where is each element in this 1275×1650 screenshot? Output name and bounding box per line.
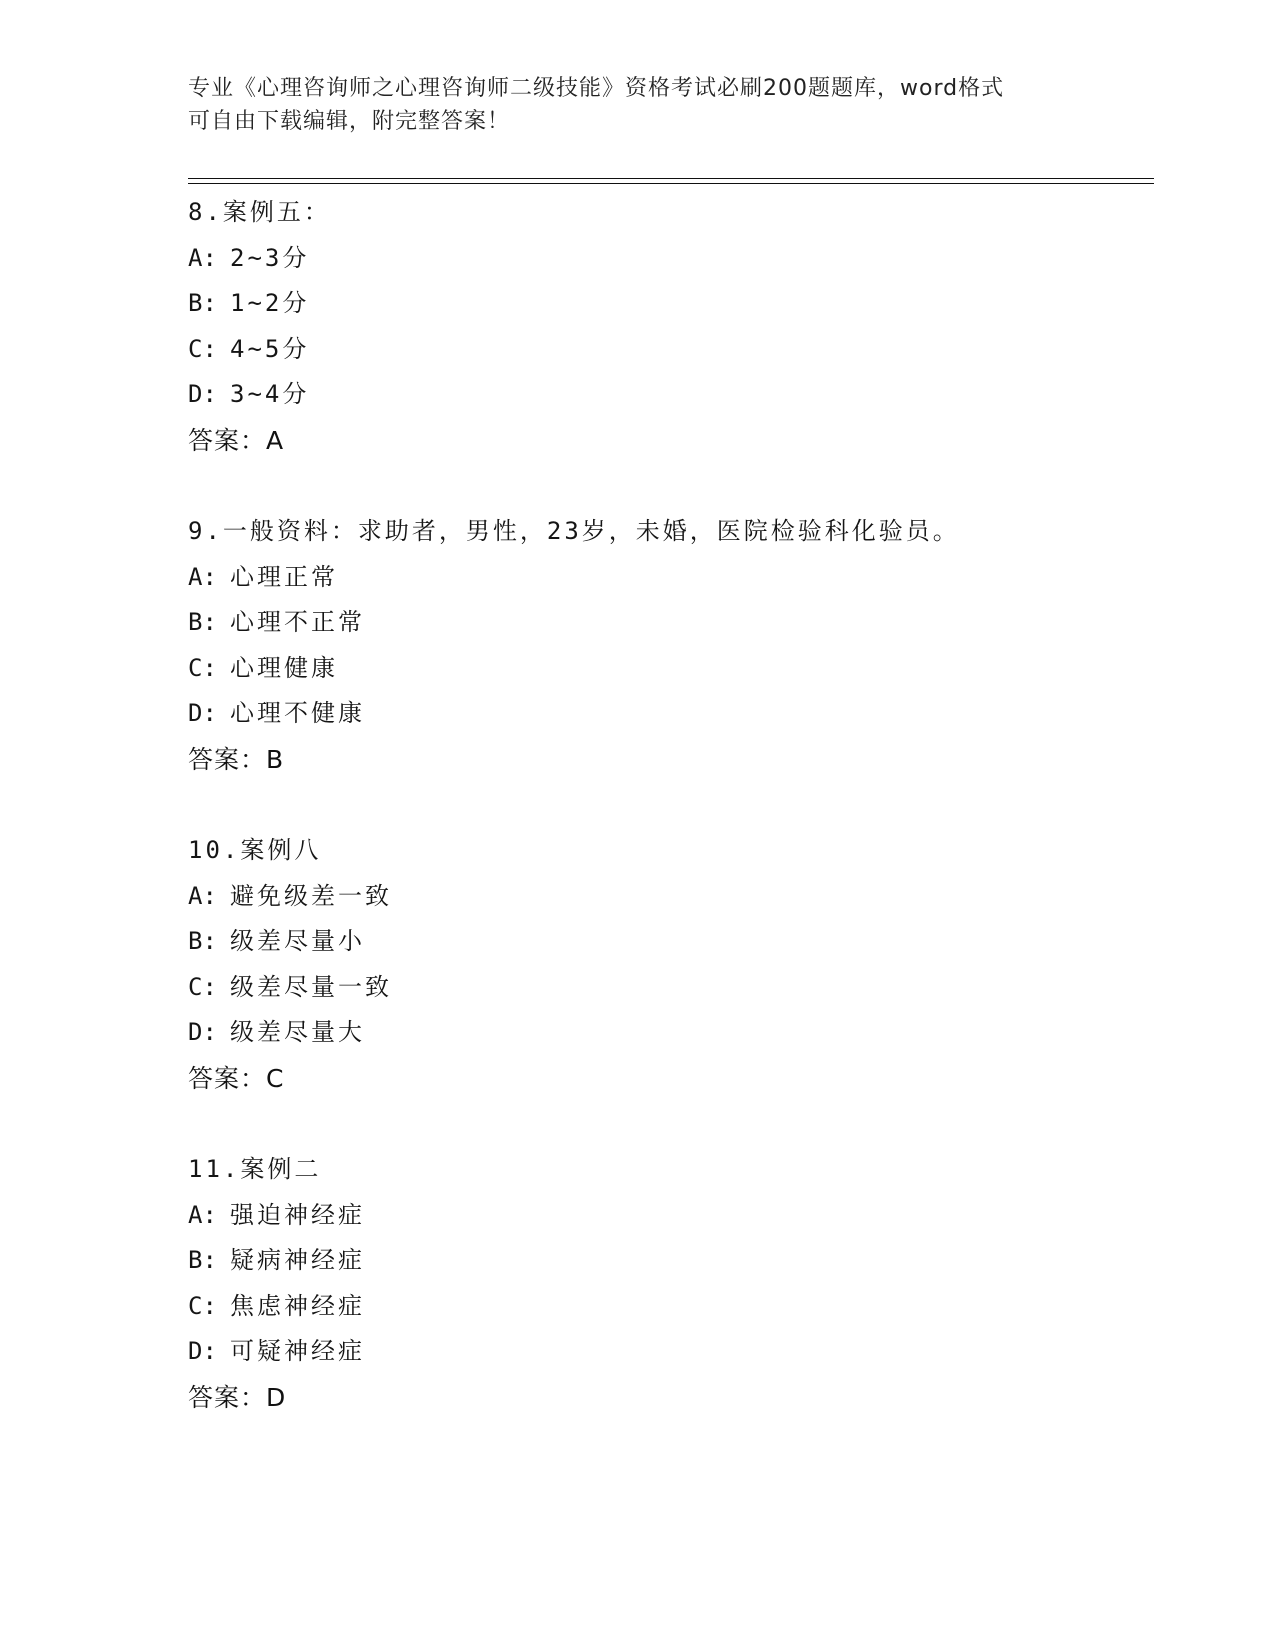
question-title: 9.一般资料：求助者，男性，23岁，未婚，医院检验科化验员。: [188, 517, 960, 545]
question-title: 8.案例五：: [188, 198, 331, 226]
header-line-2: 可自由下载编辑，附完整答案！: [188, 109, 511, 134]
option-text: 心理健康: [230, 653, 338, 682]
option-key: C:: [188, 334, 217, 363]
option-text: 级差尽量一致: [230, 972, 392, 1001]
option-key: A:: [188, 243, 217, 272]
option-text: 级差尽量小: [230, 927, 365, 955]
option-a: [188, 555, 1154, 601]
option-key: A:: [188, 1200, 217, 1229]
option-c: [188, 1284, 1154, 1330]
question-title: 10.案例八: [188, 836, 322, 864]
option-text: 4~5分: [230, 334, 310, 363]
option-text: 焦虑神经症: [230, 1291, 365, 1320]
option-text: 3~4分: [230, 380, 310, 408]
question-8: [188, 190, 1154, 463]
option-text: 可疑神经症: [230, 1337, 365, 1365]
option-c: [188, 965, 1154, 1011]
option-key: C:: [188, 972, 217, 1001]
question-10: [188, 828, 1154, 1101]
option-d: [188, 1329, 1154, 1375]
option-key: D:: [188, 699, 217, 727]
option-b: [188, 600, 1154, 646]
answer-line: 答案：B: [188, 744, 285, 774]
option-key: B:: [188, 927, 217, 955]
option-key: A:: [188, 562, 217, 591]
option-text: 避免级差一致: [230, 881, 392, 910]
question-title: 11.案例二: [188, 1155, 322, 1183]
option-c: [188, 327, 1154, 373]
option-text: 2~3分: [230, 243, 310, 272]
option-a: [188, 236, 1154, 282]
answer-line: 答案：A: [188, 425, 285, 455]
option-text: 心理不健康: [230, 699, 365, 727]
option-text: 级差尽量大: [230, 1018, 365, 1046]
answer-line: 答案：D: [188, 1382, 287, 1412]
document-header: [188, 72, 1088, 138]
option-key: D:: [188, 1018, 217, 1046]
option-d: [188, 691, 1154, 737]
question-9: [188, 509, 1154, 782]
option-b: [188, 281, 1154, 327]
option-a: [188, 1193, 1154, 1239]
header-divider-top: [188, 178, 1154, 179]
option-key: B:: [188, 289, 217, 317]
option-key: C:: [188, 653, 217, 682]
option-d: [188, 372, 1154, 418]
option-key: B:: [188, 1246, 217, 1274]
option-b: [188, 919, 1154, 965]
option-key: C:: [188, 1291, 217, 1320]
option-d: [188, 1010, 1154, 1056]
option-key: A:: [188, 881, 217, 910]
option-key: D:: [188, 1337, 217, 1365]
option-text: 强迫神经症: [230, 1200, 365, 1229]
question-list: [188, 190, 1154, 1466]
option-text: 疑病神经症: [230, 1246, 365, 1274]
option-key: B:: [188, 608, 217, 636]
question-11: [188, 1147, 1154, 1420]
header-divider-bottom: [188, 183, 1154, 184]
option-a: [188, 874, 1154, 920]
option-c: [188, 646, 1154, 692]
option-text: 1~2分: [230, 289, 310, 317]
option-text: 心理不正常: [230, 608, 365, 636]
answer-line: 答案：C: [188, 1063, 285, 1093]
option-b: [188, 1238, 1154, 1284]
header-line-1: 专业《心理咨询师之心理咨询师二级技能》资格考试必刷200题题库，word格式: [188, 76, 1005, 101]
option-key: D:: [188, 380, 217, 408]
option-text: 心理正常: [230, 562, 338, 591]
